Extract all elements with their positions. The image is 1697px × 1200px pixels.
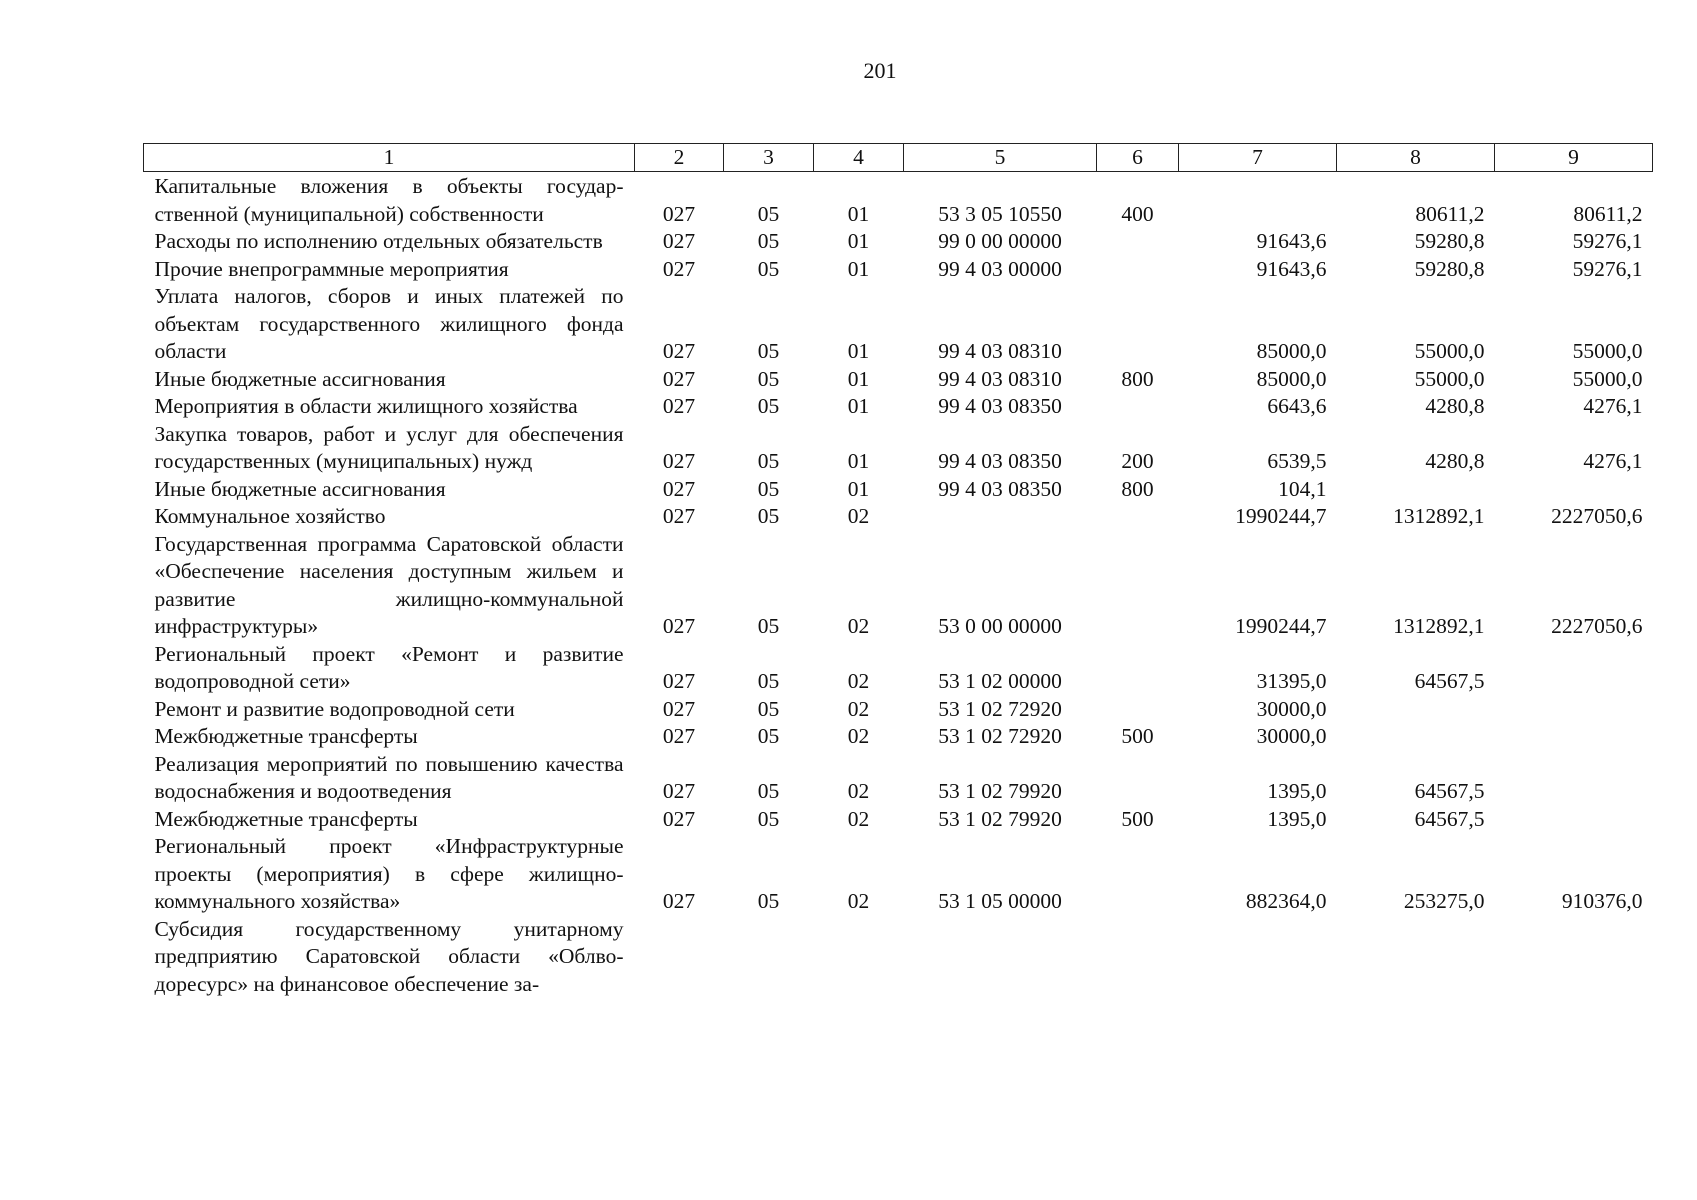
cell-expense-type: 500 <box>1121 724 1154 748</box>
row-name: Капитальные вложения в объекты государственной (муниципальной) собственности <box>154 174 624 226</box>
cell-amount-9: 910376,0 <box>1561 889 1643 913</box>
cell-amount-9: 55000,0 <box>1572 366 1643 391</box>
cell-amount-7: 104,1 <box>1278 476 1327 501</box>
cell-expense-type <box>1097 228 1179 256</box>
row-name: Ремонт и развитие водопроводной сети <box>154 696 515 721</box>
cell-subsection-code: 01 <box>847 394 870 418</box>
header-cell: 9 <box>1495 144 1653 172</box>
cell-amount-8 <box>1337 723 1495 751</box>
table-row <box>144 696 1653 724</box>
header-cell: 7 <box>1179 144 1337 172</box>
cell-amount-9 <box>1495 476 1653 504</box>
header-cell: 3 <box>724 144 814 172</box>
table-row <box>144 172 1653 229</box>
cell-ministry-code: 027 <box>662 201 696 226</box>
cell-expense-type <box>1097 751 1179 806</box>
cell-amount-9: 59276,1 <box>1572 256 1643 281</box>
cell-amount-9: 4276,1 <box>1583 449 1643 473</box>
cell-amount-8: 64567,5 <box>1414 669 1485 693</box>
cell-ministry-code: 027 <box>662 779 696 803</box>
cell-target-item: 53 3 05 10550 <box>938 201 1062 226</box>
cell-subsection-code: 02 <box>847 889 870 913</box>
cell-target-item <box>904 503 1097 531</box>
cell-section-code: 05 <box>757 614 780 638</box>
cell-target-item: 99 4 03 08350 <box>938 449 1062 473</box>
cell-amount-7 <box>1179 172 1337 229</box>
row-name: Межбюджетные трансферты <box>154 724 418 748</box>
header-cell: 6 <box>1097 144 1179 172</box>
table-row <box>144 283 1653 366</box>
cell-amount-8: 55000,0 <box>1414 366 1485 391</box>
cell-section-code: 05 <box>757 449 780 473</box>
cell-amount-9 <box>1495 723 1653 751</box>
table-row <box>144 476 1653 504</box>
cell-amount-7: 1395,0 <box>1267 779 1327 803</box>
row-name: Межбюджетные трансферты <box>154 806 418 831</box>
cell-target-item: 99 4 03 08350 <box>938 476 1062 501</box>
cell-ministry-code: 027 <box>662 394 696 418</box>
cell-target-item: 99 4 03 08310 <box>938 366 1062 391</box>
table-row <box>144 641 1653 696</box>
cell-target-item: 99 4 03 08310 <box>938 339 1062 363</box>
cell-target-item: 99 0 00 00000 <box>938 229 1062 253</box>
cell-section-code: 05 <box>757 366 780 391</box>
cell-target-item: 53 1 02 72920 <box>938 724 1062 748</box>
table-row <box>144 393 1653 421</box>
row-name: Уплата налогов, сборов и иных платежей по объектам государственного жилищного фонда области <box>154 284 624 363</box>
header-cell: 5 <box>904 144 1097 172</box>
cell-amount-7: 91643,6 <box>1256 229 1327 253</box>
cell-target-item <box>904 916 1097 999</box>
cell-target-item: 53 1 02 79920 <box>938 806 1062 831</box>
row-name: Закупка товаров, работ и услуг для обеспечения государственных (муниципальных) нужд <box>154 421 624 473</box>
table-row <box>144 421 1653 476</box>
row-name: Реализация мероприятий по повышению качества водоснабжения и водоотведения <box>154 751 624 803</box>
cell-subsection-code <box>814 916 904 999</box>
cell-amount-9 <box>1495 641 1653 696</box>
cell-subsection-code: 01 <box>847 366 870 391</box>
header-row <box>144 144 1653 172</box>
cell-expense-type <box>1097 696 1179 724</box>
cell-amount-9: 4276,1 <box>1583 394 1643 418</box>
cell-section-code: 05 <box>757 806 780 831</box>
row-name: Коммунальное хозяйство <box>154 504 386 528</box>
cell-target-item: 53 1 02 00000 <box>938 669 1062 693</box>
table-row <box>144 806 1653 834</box>
cell-subsection-code: 02 <box>847 779 870 803</box>
table-row <box>144 503 1653 531</box>
row-name: Региональный проект «Ремонт и развитие водопроводной сети» <box>154 641 624 693</box>
cell-ministry-code: 027 <box>662 806 696 831</box>
cell-ministry-code: 027 <box>662 889 696 913</box>
table-row <box>144 723 1653 751</box>
cell-amount-7: 30000,0 <box>1256 696 1327 721</box>
cell-section-code: 05 <box>757 669 780 693</box>
row-name: Государственная программа Саратовской области «Обеспечение населения доступным жильем и развитие жилищно-коммунальной инфраструктуры» <box>154 531 624 638</box>
cell-section-code <box>724 916 814 999</box>
row-name: Прочие внепрограммные мероприятия <box>154 256 509 281</box>
cell-amount-8 <box>1337 916 1495 999</box>
cell-amount-8: 64567,5 <box>1414 779 1485 803</box>
cell-ministry-code: 027 <box>662 256 696 281</box>
cell-amount-9: 55000,0 <box>1572 339 1643 363</box>
cell-subsection-code: 01 <box>847 476 870 501</box>
header-cell: 4 <box>814 144 904 172</box>
cell-amount-8: 1312892,1 <box>1393 504 1485 528</box>
budget-table <box>143 143 1653 998</box>
cell-amount-7: 91643,6 <box>1256 256 1327 281</box>
cell-section-code: 05 <box>757 504 780 528</box>
table-row <box>144 531 1653 641</box>
cell-ministry-code: 027 <box>662 614 696 638</box>
page-number: 201 <box>863 58 897 83</box>
cell-ministry-code: 027 <box>662 339 696 363</box>
cell-amount-8: 64567,5 <box>1414 806 1485 831</box>
cell-target-item: 99 4 03 00000 <box>938 256 1062 281</box>
cell-subsection-code: 02 <box>847 806 870 831</box>
cell-subsection-code: 02 <box>847 614 870 638</box>
cell-amount-9 <box>1495 751 1653 806</box>
cell-expense-type <box>1097 531 1179 641</box>
cell-ministry-code: 027 <box>662 696 696 721</box>
cell-section-code: 05 <box>757 394 780 418</box>
cell-amount-8: 253275,0 <box>1403 889 1485 913</box>
cell-expense-type: 400 <box>1121 201 1154 226</box>
cell-amount-7: 1990244,7 <box>1235 504 1327 528</box>
cell-amount-8 <box>1337 476 1495 504</box>
cell-subsection-code: 01 <box>847 449 870 473</box>
cell-amount-9: 2227050,6 <box>1551 614 1643 638</box>
cell-amount-7: 882364,0 <box>1245 889 1327 913</box>
cell-section-code: 05 <box>757 476 780 501</box>
cell-ministry-code: 027 <box>662 724 696 748</box>
cell-target-item: 53 1 02 72920 <box>938 696 1062 721</box>
cell-ministry-code: 027 <box>662 449 696 473</box>
cell-ministry-code: 027 <box>662 504 696 528</box>
cell-section-code: 05 <box>757 889 780 913</box>
cell-amount-9 <box>1495 696 1653 724</box>
cell-expense-type <box>1097 641 1179 696</box>
cell-subsection-code: 01 <box>847 201 870 226</box>
cell-amount-9: 59276,1 <box>1572 229 1643 253</box>
row-name: Субсидия государственному унитарному предприятию Саратовской области «Облводоресурс» на финансовое обеспечение за- <box>154 916 624 996</box>
cell-expense-type <box>1097 833 1179 916</box>
cell-section-code: 05 <box>757 201 780 226</box>
cell-amount-7 <box>1179 916 1337 999</box>
cell-amount-9: 2227050,6 <box>1551 504 1643 528</box>
header-cell: 1 <box>144 144 635 172</box>
cell-subsection-code: 02 <box>847 696 870 721</box>
cell-expense-type: 800 <box>1121 366 1154 391</box>
table-row <box>144 256 1653 284</box>
cell-section-code: 05 <box>757 256 780 281</box>
cell-subsection-code: 02 <box>847 669 870 693</box>
cell-amount-7: 31395,0 <box>1256 669 1327 693</box>
cell-target-item: 53 1 02 79920 <box>938 779 1062 803</box>
cell-subsection-code: 02 <box>847 724 870 748</box>
row-name: Расходы по исполнению отдельных обязательств <box>154 229 603 253</box>
row-name: Мероприятия в области жилищного хозяйства <box>154 394 578 418</box>
cell-expense-type: 800 <box>1121 476 1154 501</box>
cell-subsection-code: 01 <box>847 256 870 281</box>
cell-expense-type <box>1097 393 1179 421</box>
table-row <box>144 916 1653 999</box>
table-row <box>144 833 1653 916</box>
cell-amount-7: 6539,5 <box>1267 449 1327 473</box>
cell-subsection-code: 02 <box>847 504 870 528</box>
cell-target-item: 53 0 00 00000 <box>938 614 1062 638</box>
cell-expense-type: 500 <box>1121 806 1154 831</box>
cell-expense-type <box>1097 283 1179 366</box>
cell-amount-8: 4280,8 <box>1425 449 1485 473</box>
cell-target-item: 53 1 05 00000 <box>938 889 1062 913</box>
table-row <box>144 228 1653 256</box>
cell-amount-7: 1990244,7 <box>1235 614 1327 638</box>
cell-amount-7: 85000,0 <box>1256 339 1327 363</box>
cell-ministry-code: 027 <box>662 366 696 391</box>
cell-amount-7: 30000,0 <box>1256 724 1327 748</box>
cell-section-code: 05 <box>757 339 780 363</box>
cell-amount-9: 80611,2 <box>1573 201 1643 226</box>
header-cell: 2 <box>635 144 724 172</box>
cell-expense-type <box>1097 916 1179 999</box>
cell-expense-type: 200 <box>1121 449 1154 473</box>
cell-target-item: 99 4 03 08350 <box>938 394 1062 418</box>
cell-amount-7: 85000,0 <box>1256 366 1327 391</box>
row-name: Иные бюджетные ассигнования <box>154 366 446 391</box>
cell-amount-8: 59280,8 <box>1414 256 1485 281</box>
cell-expense-type <box>1097 256 1179 284</box>
cell-section-code: 05 <box>757 696 780 721</box>
cell-subsection-code: 01 <box>847 339 870 363</box>
cell-ministry-code: 027 <box>662 669 696 693</box>
cell-amount-8: 55000,0 <box>1414 339 1485 363</box>
table-row <box>144 366 1653 394</box>
cell-expense-type <box>1097 503 1179 531</box>
cell-amount-7: 6643,6 <box>1267 394 1327 418</box>
row-name: Региональный проект «Инфраструктурные проекты (мероприятия) в сфере жилищно-коммунального хозяйства» <box>154 834 624 913</box>
cell-section-code: 05 <box>757 779 780 803</box>
cell-amount-8: 4280,8 <box>1425 394 1485 418</box>
table-row <box>144 751 1653 806</box>
cell-ministry-code <box>635 916 724 999</box>
cell-amount-9 <box>1495 806 1653 834</box>
cell-ministry-code: 027 <box>662 476 696 501</box>
cell-amount-9 <box>1495 916 1653 999</box>
cell-amount-8: 80611,2 <box>1415 201 1485 226</box>
cell-section-code: 05 <box>757 229 780 253</box>
header-cell: 8 <box>1337 144 1495 172</box>
cell-section-code: 05 <box>757 724 780 748</box>
cell-ministry-code: 027 <box>662 229 696 253</box>
cell-amount-8: 1312892,1 <box>1393 614 1485 638</box>
cell-amount-8: 59280,8 <box>1414 229 1485 253</box>
cell-amount-7: 1395,0 <box>1267 806 1327 831</box>
row-name: Иные бюджетные ассигнования <box>154 476 446 501</box>
cell-amount-8 <box>1337 696 1495 724</box>
cell-subsection-code: 01 <box>847 229 870 253</box>
